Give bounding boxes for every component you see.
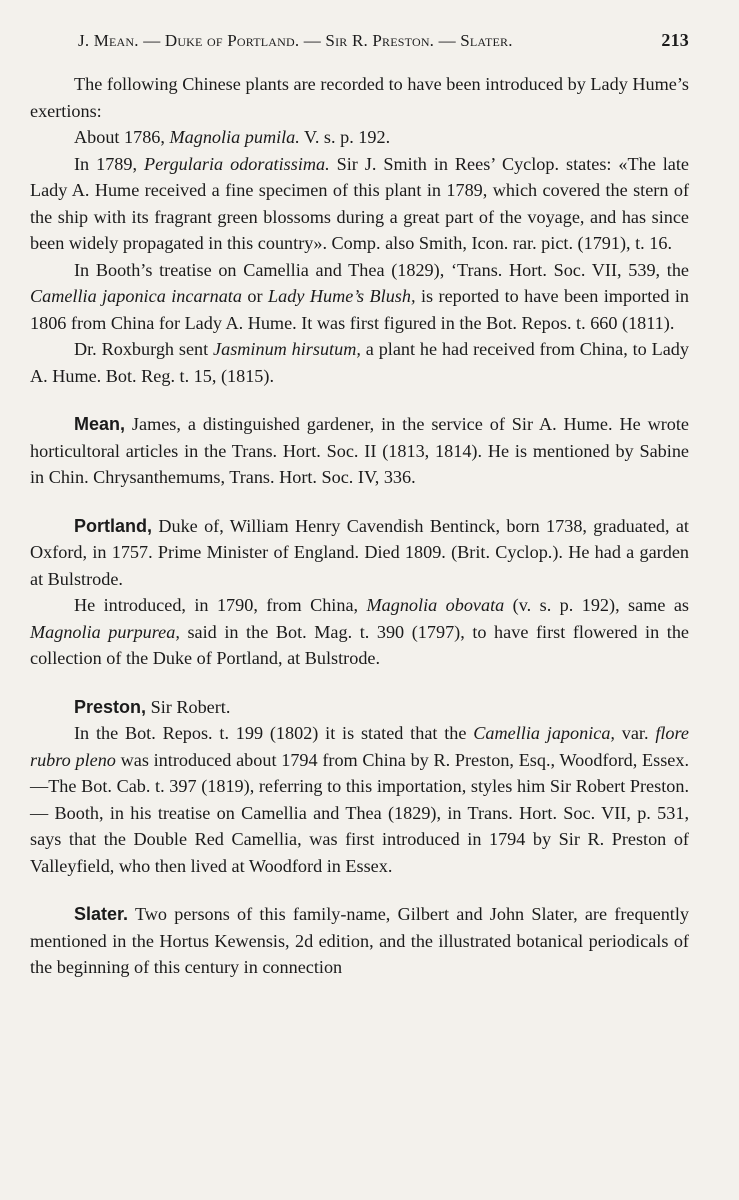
entry-name-mean: Mean, xyxy=(74,414,126,434)
slater-paragraph: Slater. Two persons of this family-name, Gilbert and John Slater, are frequently mentioned in the Hortus Kewensis, 2d edition, and the illustrated botanical periodicals of the beginning of this century in connection xyxy=(30,904,689,977)
hume-section xyxy=(30,71,689,389)
hume-paragraph-pergularia: In 1789, Pergularia odoratissima. Sir J. Smith in Rees’ Cyclop. states: «The late Lady A. Hume received a fine specimen of this plant in 1789, which covered the stern of the ship with its fragrant green blossoms during a great part of the voyage, and has since been widely propagated in this country». Comp. also Smith, Icon. rar. pict. (1791), t. 16. xyxy=(30,153,689,253)
hume-paragraph-jasminum: Dr. Roxburgh sent Jasminum hirsutum, a plant he had received from China, to Lady A. Hume. Bot. Reg. t. 15, (1815). xyxy=(30,339,689,386)
entry-name-slater: Slater. xyxy=(74,904,129,924)
hume-intro: The following Chinese plants are recorded to have been introduced by Lady Hume’s exertions: xyxy=(30,74,689,121)
hume-paragraph-camellia: In Booth’s treatise on Camellia and Thea (1829), ‘Trans. Hort. Soc. VII, 539, the Camellia japonica incarnata or Lady Hume’s Blush, is reported to have been imported in 1806 from China for Lady A. Hume. It was first figured in the Bot. Repos. t. 660 (1811). xyxy=(30,259,690,333)
entry-mean xyxy=(30,411,689,491)
entry-name-preston: Preston, xyxy=(74,696,147,717)
preston-paragraph-camellia: In the Bot. Repos. t. 199 (1802) it is stated that the Camellia japonica, var. flore rubro pleno was introduced about 1794 from China by R. Preston, Esq., Woodford, Essex.—The Bot. Cab. t. 397 (1819), referring to this importation, styles him Sir Robert Preston. — Booth, in his treatise on Camellia and Thea (1829), in Trans. Hort. Soc. VII, p. 531, says that the Double Red Camellia, was first introduced in 1794 by Sir R. Preston of Valleyfield, who then lived at Woodford in Essex. xyxy=(30,723,690,876)
portland-paragraph-magnolia: He introduced, in 1790, from China, Magnolia obovata (v. s. p. 192), same as Magnolia purpurea, said in the Bot. Mag. t. 390 (1797), to have first flowered in the collection of the Duke of Portland, at Bulstrode. xyxy=(30,595,689,668)
running-head xyxy=(30,30,689,51)
portland-paragraph: Portland, Duke of, William Henry Cavendish Bentinck, born 1738, graduated, at Oxford, in 1757. Prime Minister of England. Died 1809. (Brit. Cyclop.). He had a garden at Bulstrode. xyxy=(30,515,689,589)
running-title: J. Mean. — Duke of Portland. — Sir R. Preston. — Slater. xyxy=(78,31,513,50)
entry-portland xyxy=(30,513,689,672)
entry-name-portland: Portland, xyxy=(74,515,153,536)
entry-preston xyxy=(30,694,689,880)
entry-slater xyxy=(30,901,689,981)
mean-paragraph: Mean, James, a distinguished gardener, in the service of Sir A. Hume. He wrote horticultoral articles in the Trans. Hort. Soc. II (1813, 1814). He is mentioned by Sabine in Chin. Chrysanthemums, Trans. Hort. Soc. IV, 336. xyxy=(30,414,689,487)
preston-paragraph: Preston, Sir Robert. xyxy=(74,696,231,717)
hume-paragraph-magnolia-pumila: About 1786, Magnolia pumila. V. s. p. 192. xyxy=(74,127,391,147)
page-number: 213 xyxy=(661,30,689,50)
